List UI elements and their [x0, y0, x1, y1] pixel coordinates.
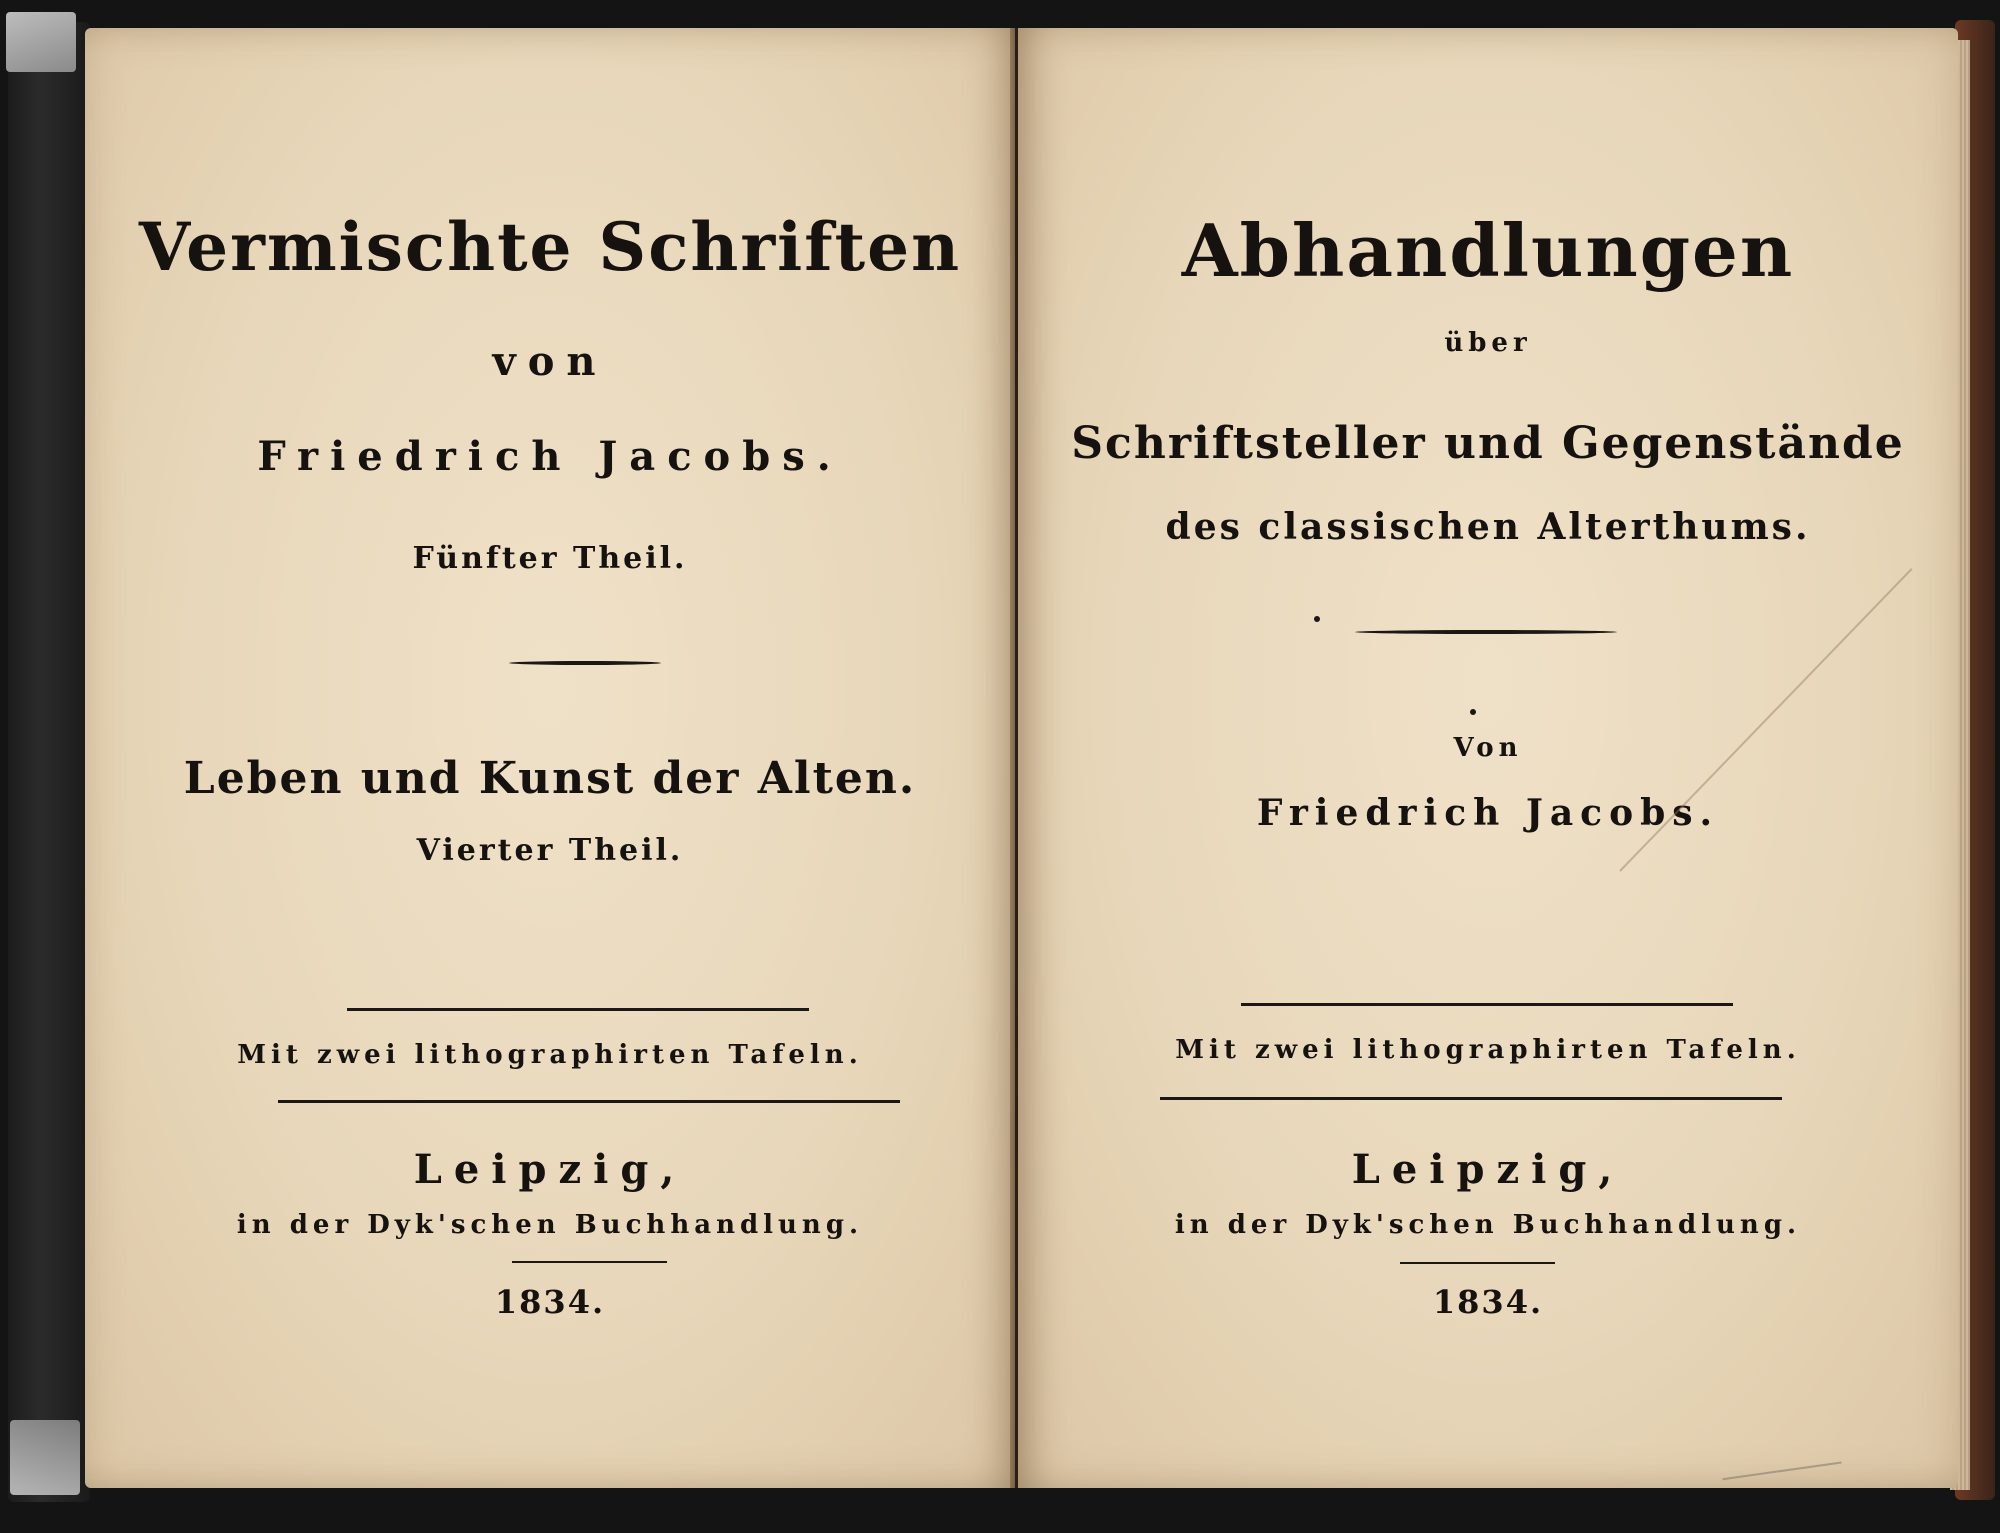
right-plates: Mit zwei lithographirten Tafeln.	[1175, 1035, 1801, 1065]
right-year: 1834.	[1432, 1283, 1544, 1321]
right-rule-upper	[1241, 1003, 1733, 1006]
right-dot-lower	[1470, 709, 1476, 715]
right-divider	[1355, 630, 1617, 634]
left-rule-lower	[278, 1100, 900, 1103]
right-subtitle-line1: Schriftsteller und Gegenstände	[1071, 418, 1905, 469]
right-publisher: in der Dyk'schen Buchhandlung.	[1174, 1210, 1802, 1240]
right-von: Von	[1453, 733, 1523, 763]
left-von: von	[492, 338, 608, 385]
left-plates: Mit zwei lithographirten Tafeln.	[237, 1040, 863, 1070]
left-rule-short	[512, 1261, 667, 1263]
right-ueber: über	[1444, 328, 1532, 358]
left-volume: Fünfter Theil.	[412, 541, 688, 576]
left-year: 1834.	[494, 1283, 606, 1321]
cover-corner-bottom	[10, 1420, 80, 1495]
right-page	[1018, 28, 1958, 1488]
right-city: Leipzig,	[1351, 1146, 1625, 1193]
right-title: Abhandlungen	[1181, 208, 1795, 293]
right-rule-short	[1400, 1262, 1555, 1264]
left-page	[85, 28, 1015, 1488]
left-rule-upper	[347, 1008, 809, 1011]
right-author: Friedrich Jacobs.	[1256, 792, 1720, 834]
right-dot-upper	[1314, 616, 1320, 622]
left-author: Friedrich Jacobs.	[257, 433, 843, 480]
left-publisher: in der Dyk'schen Buchhandlung.	[236, 1210, 864, 1240]
left-city: Leipzig,	[413, 1146, 687, 1193]
book-cover-left	[8, 22, 90, 1502]
left-title: Vermischte Schriften	[138, 208, 962, 286]
right-rule-lower	[1160, 1097, 1782, 1100]
left-subvolume: Vierter Theil.	[416, 833, 684, 868]
left-subtitle: Leben und Kunst der Alten.	[183, 753, 917, 804]
right-subtitle-line2: des classischen Alterthums.	[1165, 506, 1811, 548]
cover-corner-top	[6, 12, 76, 72]
left-divider-short	[509, 661, 661, 665]
